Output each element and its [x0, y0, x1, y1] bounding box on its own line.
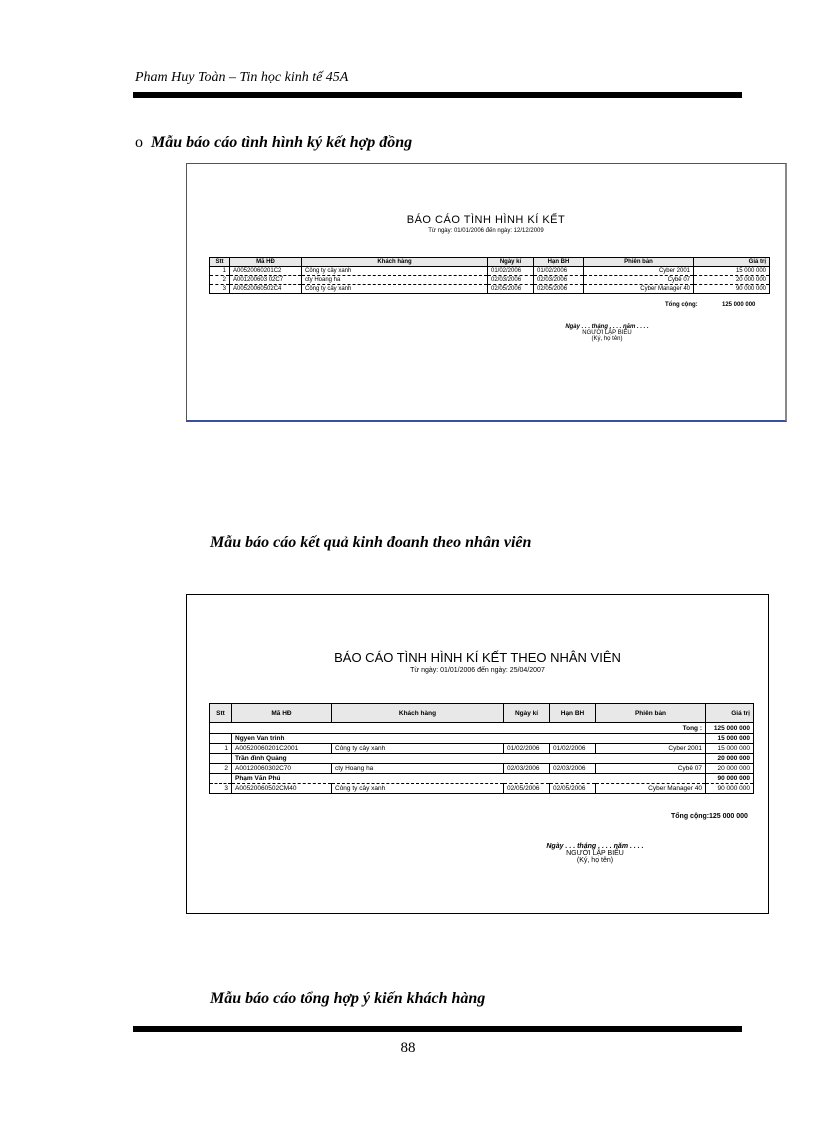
report-title: BÁO CÁO TÌNH HÌNH KÍ KẾT THEO NHÂN VIÊN: [334, 650, 621, 665]
col-header: Khách hàng: [302, 258, 488, 267]
table-row: 1 A00520060201C2001 Công ty cây xanh 01/02/2006 01/02/2006 Cyber 2001 15 000 000: [210, 744, 754, 754]
col-header: Ngày kí: [504, 704, 550, 723]
section-heading-customer-feedback: Mẫu báo cáo tổng hợp ý kiến khách hàng: [210, 990, 486, 1007]
col-header: Ngày kí: [488, 258, 534, 267]
col-header: Mã HĐ: [230, 258, 302, 267]
table-row: 2 A001200603 02C7 cty Hoang ha 02/03/2006 02/03/2006 Cybê 07 20 000 000: [210, 276, 770, 285]
col-header: Hạn BH: [534, 258, 584, 267]
report-contract-status: [186, 163, 787, 422]
report-table: [209, 257, 770, 294]
footer-rule: [133, 1026, 742, 1032]
section-title: Mẫu báo cáo tình hình ký kết hợp đồng: [151, 134, 413, 151]
page-number: 88: [400, 1040, 416, 1056]
group-header-row: Phạm Văn Phú 90 000 000: [210, 774, 754, 784]
report-table: [209, 703, 754, 794]
col-header: Phiên bản: [596, 704, 706, 723]
col-header: Stt: [210, 258, 230, 267]
group-header-row: Trần đình Quảng 20 000 000: [210, 754, 754, 764]
report-by-employee: [186, 594, 769, 914]
col-header: Khách hàng: [332, 704, 504, 723]
total-value: 125 000 000: [709, 813, 748, 820]
signature-note: (Ký, họ tên): [591, 336, 623, 342]
col-header: Stt: [210, 704, 232, 723]
signature-block: [517, 324, 697, 342]
signature-role: NGƯỜI LẬP BIỂU: [582, 330, 632, 336]
table-row: 1 A00520060201C2 Công ty cây xanh 01/02/2006 01/02/2006 Cyber 2001 15 000 000: [210, 267, 770, 276]
signature-role: NGƯỜI LẬP BIỂU: [566, 850, 624, 857]
section-heading-contract-status: [135, 134, 412, 152]
table-row: 2 A00120060302C70 cty Hoang ha 02/03/2006 02/03/2006 Cybê 07 20 000 000: [210, 764, 754, 774]
grand-total-row: Tong : 125 000 000: [210, 723, 754, 734]
signature-date: Ngày . . . tháng . . . . năm . . . .: [565, 324, 649, 330]
total-value: 125 000 000: [722, 302, 756, 308]
table-row: 3 A00520060502C4 Công ty cây xanh 02/05/2006 02/05/2006 Cyber Manager 40 90 000 000: [210, 285, 770, 294]
report-title: BÁO CÁO TÌNH HÌNH KÍ KẾT: [406, 214, 566, 226]
section-heading-employee-results: Mẫu báo cáo kết quả kinh đoanh theo nhân viên: [210, 534, 532, 551]
col-header: Mã HĐ: [232, 704, 332, 723]
page-header-text: Pham Huy Toàn – Tin học kinh tế 45A: [135, 70, 349, 85]
report-subtitle: Từ ngày: 01/01/2006 đến ngày: 25/04/2007: [410, 667, 545, 674]
header-rule: [133, 92, 742, 98]
col-header: Giá trị: [694, 258, 770, 267]
total-label: Tổng cộng:: [665, 302, 698, 308]
signature-block: [505, 843, 685, 864]
group-header-row: Ngyen Van trinh 15 000 000: [210, 734, 754, 744]
signature-note: (Ký, họ tên): [576, 857, 614, 864]
report-subtitle: Từ ngày: 01/01/2006 đến ngày: 12/12/2009: [428, 228, 544, 234]
signature-date: Ngày . . . tháng . . . . năm . . . .: [546, 843, 644, 850]
total-label: Tổng cộng:: [671, 813, 710, 820]
bullet-circle: o: [135, 134, 143, 151]
col-header: Phiên bản: [584, 258, 694, 267]
col-header: Hạn BH: [550, 704, 596, 723]
table-row: 3 A00520060502CM40 Công ty cây xanh 02/05/2006 02/05/2006 Cyber Manager 40 90 000 000: [210, 784, 754, 794]
col-header: Giá trị: [706, 704, 754, 723]
